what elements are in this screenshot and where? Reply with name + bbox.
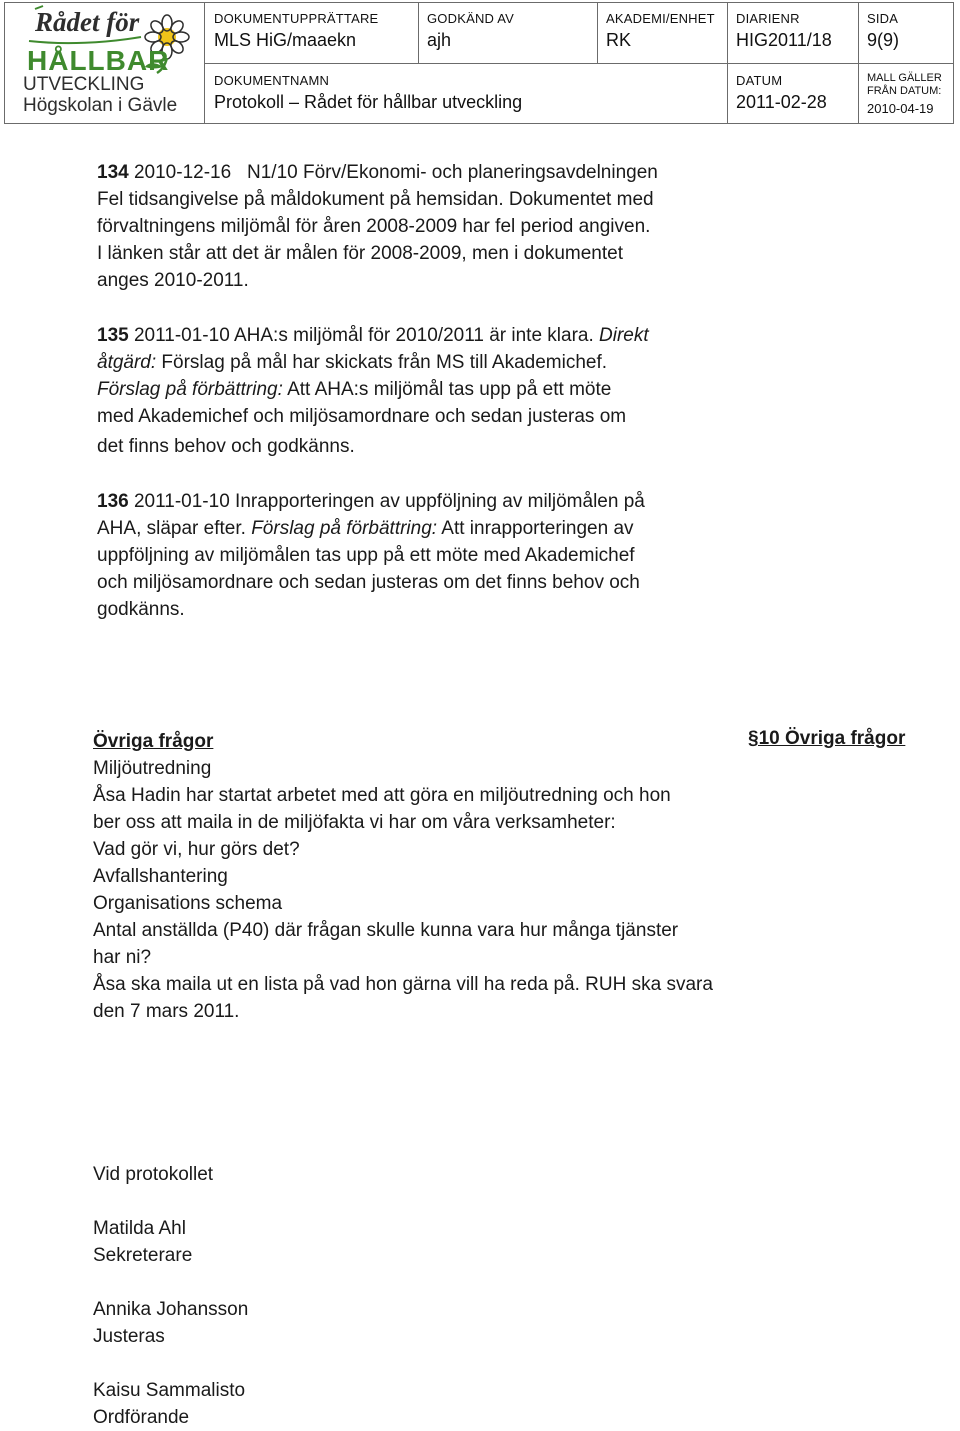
item-136-status: AHA, släpar efter. [97,518,252,539]
logo-line-4: Högskolan i Gävle [23,95,178,116]
logo-line-2: HÅLLBAR [27,45,170,76]
item-136-line-5: godkänns. [97,599,185,620]
page-label: SIDA [867,11,899,26]
item-134 [97,159,658,294]
item-136-line-2 [97,515,645,542]
page-cell [858,3,953,63]
item-135-line-5: det finns behov och godkänns. [97,436,355,457]
doc-author-value: MLS HiG/maaekn [214,30,357,50]
approved-label: GODKÄND AV [427,11,515,26]
item-134-title: 2010-12-16 N1/10 Förv/Ekonomi- och planeringsavdelningen [128,162,658,183]
section-reference: §10 Övriga frågor [748,728,906,749]
valid-from-label: FRÅN DATUM: [867,85,942,97]
other-line: Antal anställda (P40) där frågan skulle kunna vara hur många tjänster [93,920,679,941]
valid-from-value: 2010-04-19 [867,101,934,116]
item-134-line-5: anges 2010-2011. [97,270,249,291]
valid-from-cell [858,63,953,123]
item-135-line-2 [97,349,649,376]
approved-cell [418,3,597,63]
date-label: DATUM [736,73,783,88]
doc-author-cell [205,3,418,63]
unit-value: RK [606,30,632,50]
logo-line-1: Rådet för [35,7,140,37]
other-line: Miljöutredning [93,758,212,779]
reg-value: HIG2011/18 [736,30,832,50]
unit-cell [597,3,727,63]
date-cell [727,63,858,123]
doc-name-label: DOKUMENTNAMN [214,73,330,88]
item-134-line-3: förvaltningens miljömål för åren 2008-2009 har fel period angiven. [97,216,651,237]
item-136-title: 2011-01-10 Inrapporteringen av uppföljning av miljömålen på [128,491,645,512]
document-header [4,2,954,124]
other-line: ber oss att maila in de miljöfakta vi har om våra verksamheter: [93,812,616,833]
item-135-line-3 [97,376,649,403]
adjuster-role: Justeras [93,1326,165,1347]
other-line: Åsa ska maila ut en lista på vad hon gärna vill ha reda på. RUH ska svara [93,974,713,995]
chair-name: Kaisu Sammalisto [93,1380,246,1401]
item-135-line-4: med Akademichef och miljösamordnare och sedan justeras om [97,406,627,427]
date-value: 2011-02-28 [736,92,827,112]
item-135-title: 2011-01-10 AHA:s miljömål för 2010/2011 är inte klara. [128,325,600,346]
item-135-number: 135 [97,325,129,346]
approved-value: ajh [427,30,452,50]
item-136 [97,488,645,623]
item-136-line-3: uppföljning av miljömålen tas upp på ett möte med Akademichef [97,545,635,566]
item-135 [97,322,649,460]
chair-role: Ordförande [93,1407,190,1428]
item-136-proposal-text: Att inrapporteringen av [437,518,634,539]
page-value: 9(9) [867,30,900,50]
item-135-line-1 [97,322,649,349]
doc-name-value: Protokoll – Rådet för hållbar utveckling [214,92,523,112]
item-136-proposal-label: Förslag på förbättring: [251,518,438,539]
other-line: den 7 mars 2011. [93,1001,240,1022]
item-135-action-label: åtgärd: [97,352,157,373]
item-135-proposal-text: Att AHA:s miljömål tas upp på ett möte [282,379,612,400]
item-135-direct-label: Direkt [599,325,649,346]
secretary-block [93,1215,192,1269]
valid-label: MALL GÄLLER [867,72,942,84]
other-line: Avfallshantering [93,866,228,887]
item-134-line-4: I länken står att det är målen för 2008-2009, men i dokumentet [97,243,623,264]
item-135-proposal-label: Förslag på förbättring: [97,379,283,400]
other-questions-heading: Övriga frågor [93,731,214,752]
adjuster-block [93,1296,248,1350]
item-134-line-2: Fel tidsangivelse på måldokument på hemsidan. Dokumentet med [97,189,654,210]
item-136-number: 136 [97,491,129,512]
item-136-line-4: och miljösamordnare och sedan justeras om det finns behov och [97,572,640,593]
doc-author-label: DOKUMENTUPPRÄTTARE [214,11,379,26]
unit-label: AKADEMI/ENHET [606,11,715,26]
other-line: Åsa Hadin har startat arbetet med att göra en miljöutredning och hon [93,785,671,806]
other-questions [93,728,713,1025]
item-135-action-text: Förslag på mål har skickats från MS till Akademichef. [156,352,608,373]
logo-line-3: UTVECKLING [23,74,145,95]
minutes-intro: Vid protokollet [93,1164,214,1185]
other-line: Vad gör vi, hur görs det? [93,839,300,860]
other-line: har ni? [93,947,152,968]
item-134-number: 134 [97,162,129,183]
signature-intro [93,1161,213,1188]
reg-cell [727,3,858,63]
doc-name-cell [205,63,727,123]
reg-label: DIARIENR [736,11,800,26]
item-134-line-1 [97,159,658,186]
secretary-role: Sekreterare [93,1245,193,1266]
chair-block [93,1377,245,1431]
adjuster-name: Annika Johansson [93,1299,249,1320]
secretary-name: Matilda Ahl [93,1218,186,1239]
council-logo [5,3,205,123]
item-136-line-1 [97,488,645,515]
other-line: Organisations schema [93,893,283,914]
